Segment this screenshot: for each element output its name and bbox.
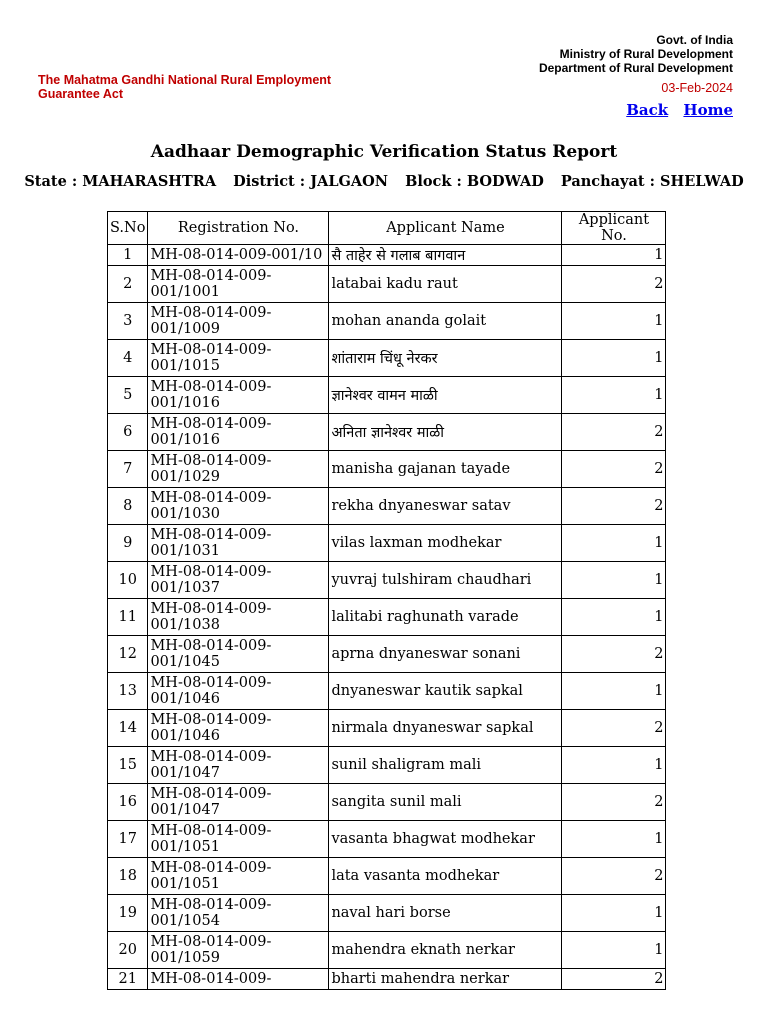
table-row — [108, 932, 666, 969]
header-applicant-no: Applicant No. — [562, 212, 666, 245]
cell-registration-no: MH-08-014-009-001/1051 — [148, 821, 329, 858]
header-registration: Registration No. — [148, 212, 329, 245]
cell-applicant-name: dnyaneswar kautik sapkal — [329, 673, 562, 710]
cell-sno: 21 — [108, 969, 148, 990]
cell-applicant-no: 2 — [562, 414, 666, 451]
cell-sno: 2 — [108, 266, 148, 303]
cell-applicant-name: sangita sunil mali — [329, 784, 562, 821]
gov-line: Govt. of India — [656, 33, 733, 47]
cell-sno: 8 — [108, 488, 148, 525]
cell-registration-no: MH-08-014-009-001/1051 — [148, 858, 329, 895]
table-row — [108, 245, 666, 266]
cell-registration-no: MH-08-014-009-001/1029 — [148, 451, 329, 488]
cell-registration-no: MH-08-014-009-001/1016 — [148, 377, 329, 414]
table-row — [108, 784, 666, 821]
cell-applicant-no: 1 — [562, 303, 666, 340]
cell-sno: 7 — [108, 451, 148, 488]
cell-registration-no: MH-08-014-009-001/1038 — [148, 599, 329, 636]
cell-applicant-name: mohan ananda golait — [329, 303, 562, 340]
cell-sno: 5 — [108, 377, 148, 414]
cell-applicant-name: yuvraj tulshiram chaudhari — [329, 562, 562, 599]
cell-applicant-no: 2 — [562, 451, 666, 488]
table-row — [108, 858, 666, 895]
cell-applicant-name: ज्ञानेश्वर वामन माळी — [329, 377, 562, 414]
table-row — [108, 266, 666, 303]
location-filters — [0, 173, 768, 190]
cell-applicant-no: 1 — [562, 747, 666, 784]
table-row — [108, 895, 666, 932]
act-title: The Mahatma Gandhi National Rural Employment Guarantee Act — [38, 73, 332, 101]
cell-sno: 16 — [108, 784, 148, 821]
nav-links — [616, 101, 733, 119]
table-row — [108, 562, 666, 599]
cell-applicant-name: sunil shaligram mali — [329, 747, 562, 784]
cell-applicant-name: शांताराम चिंधू नेरकर — [329, 340, 562, 377]
cell-applicant-no: 2 — [562, 266, 666, 303]
header-sno: S.No — [108, 212, 148, 245]
cell-applicant-name: सै ताहेर से गलाब बागवान — [329, 245, 562, 266]
cell-sno: 3 — [108, 303, 148, 340]
cell-applicant-no: 1 — [562, 673, 666, 710]
cell-registration-no: MH-08-014-009-001/1046 — [148, 673, 329, 710]
cell-sno: 4 — [108, 340, 148, 377]
cell-registration-no: MH-08-014-009-001/1015 — [148, 340, 329, 377]
table-row — [108, 488, 666, 525]
cell-registration-no: MH-08-014-009-001/1045 — [148, 636, 329, 673]
cell-sno: 13 — [108, 673, 148, 710]
verification-table — [107, 211, 666, 990]
home-link[interactable]: Home — [683, 101, 733, 119]
cell-applicant-no: 1 — [562, 245, 666, 266]
cell-applicant-name: vilas laxman modhekar — [329, 525, 562, 562]
back-link[interactable]: Back — [626, 101, 669, 119]
cell-applicant-name: lalitabi raghunath varade — [329, 599, 562, 636]
cell-sno: 1 — [108, 245, 148, 266]
table-row — [108, 673, 666, 710]
cell-registration-no: MH-08-014-009-001/1016 — [148, 414, 329, 451]
cell-applicant-name: rekha dnyaneswar satav — [329, 488, 562, 525]
cell-sno: 17 — [108, 821, 148, 858]
table-row — [108, 451, 666, 488]
cell-applicant-name: naval hari borse — [329, 895, 562, 932]
cell-applicant-name: lata vasanta modhekar — [329, 858, 562, 895]
cell-sno: 18 — [108, 858, 148, 895]
cell-registration-no: MH-08-014-009-001/10 — [148, 245, 329, 266]
cell-registration-no: MH-08-014-009- — [148, 969, 329, 990]
table-row — [108, 525, 666, 562]
district-label: District : JALGAON — [233, 173, 389, 190]
cell-registration-no: MH-08-014-009-001/1047 — [148, 747, 329, 784]
table-row — [108, 636, 666, 673]
cell-applicant-name: mahendra eknath nerkar — [329, 932, 562, 969]
cell-registration-no: MH-08-014-009-001/1037 — [148, 562, 329, 599]
cell-applicant-name: bharti mahendra nerkar — [329, 969, 562, 990]
table-body — [108, 245, 666, 990]
cell-applicant-name: manisha gajanan tayade — [329, 451, 562, 488]
table-row — [108, 377, 666, 414]
department-line: Department of Rural Development — [538, 61, 733, 75]
cell-applicant-no: 1 — [562, 895, 666, 932]
cell-sno: 11 — [108, 599, 148, 636]
cell-registration-no: MH-08-014-009-001/1046 — [148, 710, 329, 747]
table-header-row — [108, 212, 666, 245]
table-row — [108, 340, 666, 377]
cell-applicant-no: 1 — [562, 932, 666, 969]
cell-applicant-name: aprna dnyaneswar sonani — [329, 636, 562, 673]
block-label: Block : BODWAD — [405, 173, 544, 190]
cell-registration-no: MH-08-014-009-001/1047 — [148, 784, 329, 821]
cell-sno: 14 — [108, 710, 148, 747]
cell-registration-no: MH-08-014-009-001/1009 — [148, 303, 329, 340]
cell-applicant-name: अनिता ज्ञानेश्वर माळी — [329, 414, 562, 451]
cell-applicant-no: 2 — [562, 636, 666, 673]
cell-sno: 20 — [108, 932, 148, 969]
cell-sno: 19 — [108, 895, 148, 932]
table-row — [108, 599, 666, 636]
page-title: Aadhaar Demographic Verification Status Report — [150, 142, 618, 162]
cell-applicant-name: vasanta bhagwat modhekar — [329, 821, 562, 858]
cell-applicant-no: 2 — [562, 858, 666, 895]
cell-applicant-no: 2 — [562, 969, 666, 990]
cell-applicant-no: 1 — [562, 821, 666, 858]
cell-applicant-no: 2 — [562, 710, 666, 747]
cell-applicant-no: 2 — [562, 784, 666, 821]
table-row — [108, 303, 666, 340]
cell-applicant-no: 1 — [562, 525, 666, 562]
cell-registration-no: MH-08-014-009-001/1030 — [148, 488, 329, 525]
cell-applicant-name: latabai kadu raut — [329, 266, 562, 303]
cell-sno: 12 — [108, 636, 148, 673]
cell-applicant-no: 1 — [562, 599, 666, 636]
table-row — [108, 747, 666, 784]
cell-applicant-no: 1 — [562, 562, 666, 599]
cell-registration-no: MH-08-014-009-001/1059 — [148, 932, 329, 969]
ministry-block — [433, 33, 733, 95]
cell-applicant-no: 1 — [562, 377, 666, 414]
cell-applicant-name: nirmala dnyaneswar sapkal — [329, 710, 562, 747]
state-label: State : MAHARASHTRA — [24, 173, 217, 190]
cell-applicant-no: 1 — [562, 340, 666, 377]
ministry-line: Ministry of Rural Development — [559, 47, 733, 61]
cell-sno: 9 — [108, 525, 148, 562]
cell-registration-no: MH-08-014-009-001/1054 — [148, 895, 329, 932]
header-applicant-name: Applicant Name — [329, 212, 562, 245]
report-date: 03-Feb-2024 — [661, 81, 733, 95]
table-row — [108, 969, 666, 990]
cell-registration-no: MH-08-014-009-001/1001 — [148, 266, 329, 303]
panchayat-label: Panchayat : SHELWAD — [560, 173, 744, 190]
table-row — [108, 821, 666, 858]
cell-sno: 10 — [108, 562, 148, 599]
cell-registration-no: MH-08-014-009-001/1031 — [148, 525, 329, 562]
cell-applicant-no: 2 — [562, 488, 666, 525]
table-row — [108, 710, 666, 747]
cell-sno: 15 — [108, 747, 148, 784]
cell-sno: 6 — [108, 414, 148, 451]
table-row — [108, 414, 666, 451]
